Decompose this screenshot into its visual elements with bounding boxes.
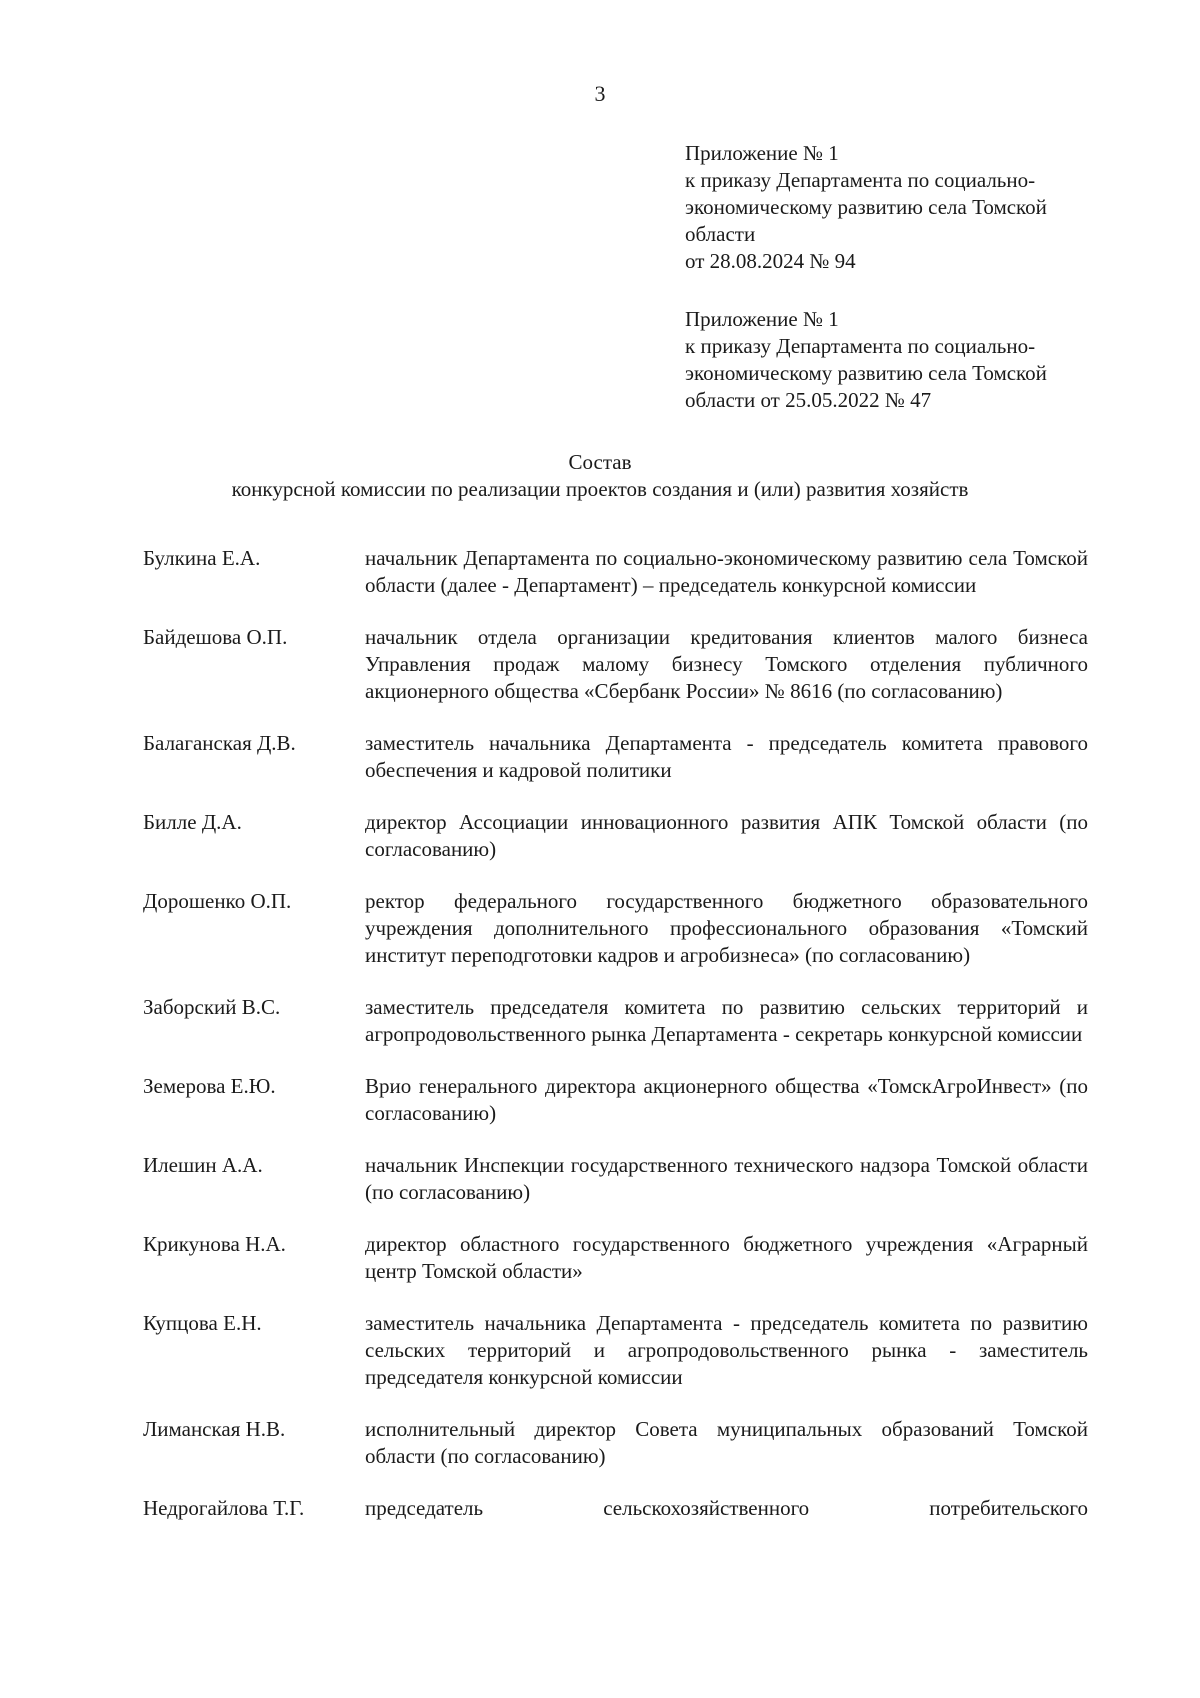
member-role: начальник отдела организации кредитования клиентов малого бизнеса Управления продаж малому бизнесу Томского отделения публичного акционерного общества «Сбербанк России» № 8616 (по согласованию) — [365, 625, 1088, 703]
member-role: исполнительный директор Совета муниципальных образований Томской области (по согласованию) — [365, 1417, 1088, 1468]
member-row — [143, 809, 1088, 863]
member-name: Балаганская Д.В. — [143, 731, 296, 755]
member-role: заместитель председателя комитета по развитию сельских территорий и агропродовольственного рынка Департамента - секретарь конкурсной комиссии — [365, 995, 1088, 1046]
member-role: начальник Департамента по социально-экономическому развитию села Томской области (далее - Департамент) – председатель конкурсной комиссии — [365, 546, 1088, 597]
member-name: Крикунова Н.А. — [143, 1232, 286, 1256]
member-row — [143, 545, 1088, 599]
member-role: директор областного государственного бюджетного учреждения «Аграрный центр Томской области» — [365, 1232, 1088, 1283]
member-role: директор Ассоциации инновационного развития АПК Томской области (по согласованию) — [365, 810, 1088, 861]
member-row — [143, 1073, 1088, 1127]
appendix-line: экономическому развитию села Томской — [685, 195, 1047, 219]
member-row — [143, 888, 1088, 969]
member-role: начальник Инспекции государственного технического надзора Томской области (по согласованию) — [365, 1153, 1088, 1204]
member-row — [143, 1310, 1088, 1391]
member-name: Заборский В.С. — [143, 995, 281, 1019]
member-row — [143, 1416, 1088, 1470]
member-role: заместитель начальника Департамента - председатель комитета правового обеспечения и кадровой политики — [365, 731, 1088, 782]
appendix-header-previous — [685, 306, 1105, 414]
member-name: Булкина Е.А. — [143, 546, 261, 570]
document-title: Состав — [568, 450, 632, 474]
member-name: Илешин А.А. — [143, 1153, 263, 1177]
appendix-line: к приказу Департамента по социально- — [685, 168, 1036, 192]
member-role: ректор федерального государственного бюджетного образовательного учреждения дополнительного профессионального образования «Томский институт переподготовки кадров и агробизнеса» (по согласованию) — [365, 889, 1088, 967]
member-name: Дорошенко О.П. — [143, 889, 292, 913]
appendix-line: области от 25.05.2022 № 47 — [685, 388, 932, 412]
member-role: заместитель начальника Департамента - председатель комитета по развитию сельских территорий и агропродовольственного рынка - заместитель председателя конкурсной комиссии — [365, 1311, 1088, 1389]
appendix-header-current — [685, 140, 1105, 275]
document-subtitle: конкурсной комиссии по реализации проектов создания и (или) развития хозяйств — [231, 477, 969, 501]
member-row — [143, 1495, 1088, 1522]
member-role: председатель сельскохозяйственного потребительского — [365, 1496, 1088, 1520]
order-date-number: от 28.08.2024 № 94 — [685, 249, 856, 273]
member-name: Земерова Е.Ю. — [143, 1074, 276, 1098]
appendix-line: Приложение № 1 — [685, 141, 839, 165]
member-row — [143, 994, 1088, 1048]
appendix-line: Приложение № 1 — [685, 307, 839, 331]
appendix-line: к приказу Департамента по социально- — [685, 334, 1036, 358]
member-name: Купцова Е.Н. — [143, 1311, 262, 1335]
member-row — [143, 624, 1088, 705]
appendix-line: экономическому развитию села Томской — [685, 361, 1047, 385]
appendix-line: области — [685, 222, 756, 246]
member-name: Недрогайлова Т.Г. — [143, 1496, 305, 1520]
member-row — [143, 1231, 1088, 1285]
member-name: Байдешова О.П. — [143, 625, 288, 649]
member-name: Билле Д.А. — [143, 810, 242, 834]
member-name: Лиманская Н.В. — [143, 1417, 286, 1441]
member-role: Врио генерального директора акционерного общества «ТомскАгроИнвест» (по согласованию) — [365, 1074, 1088, 1125]
page-number: 3 — [594, 81, 606, 106]
member-row — [143, 1152, 1088, 1206]
member-row — [143, 730, 1088, 784]
commission-members-list — [143, 545, 1088, 1547]
